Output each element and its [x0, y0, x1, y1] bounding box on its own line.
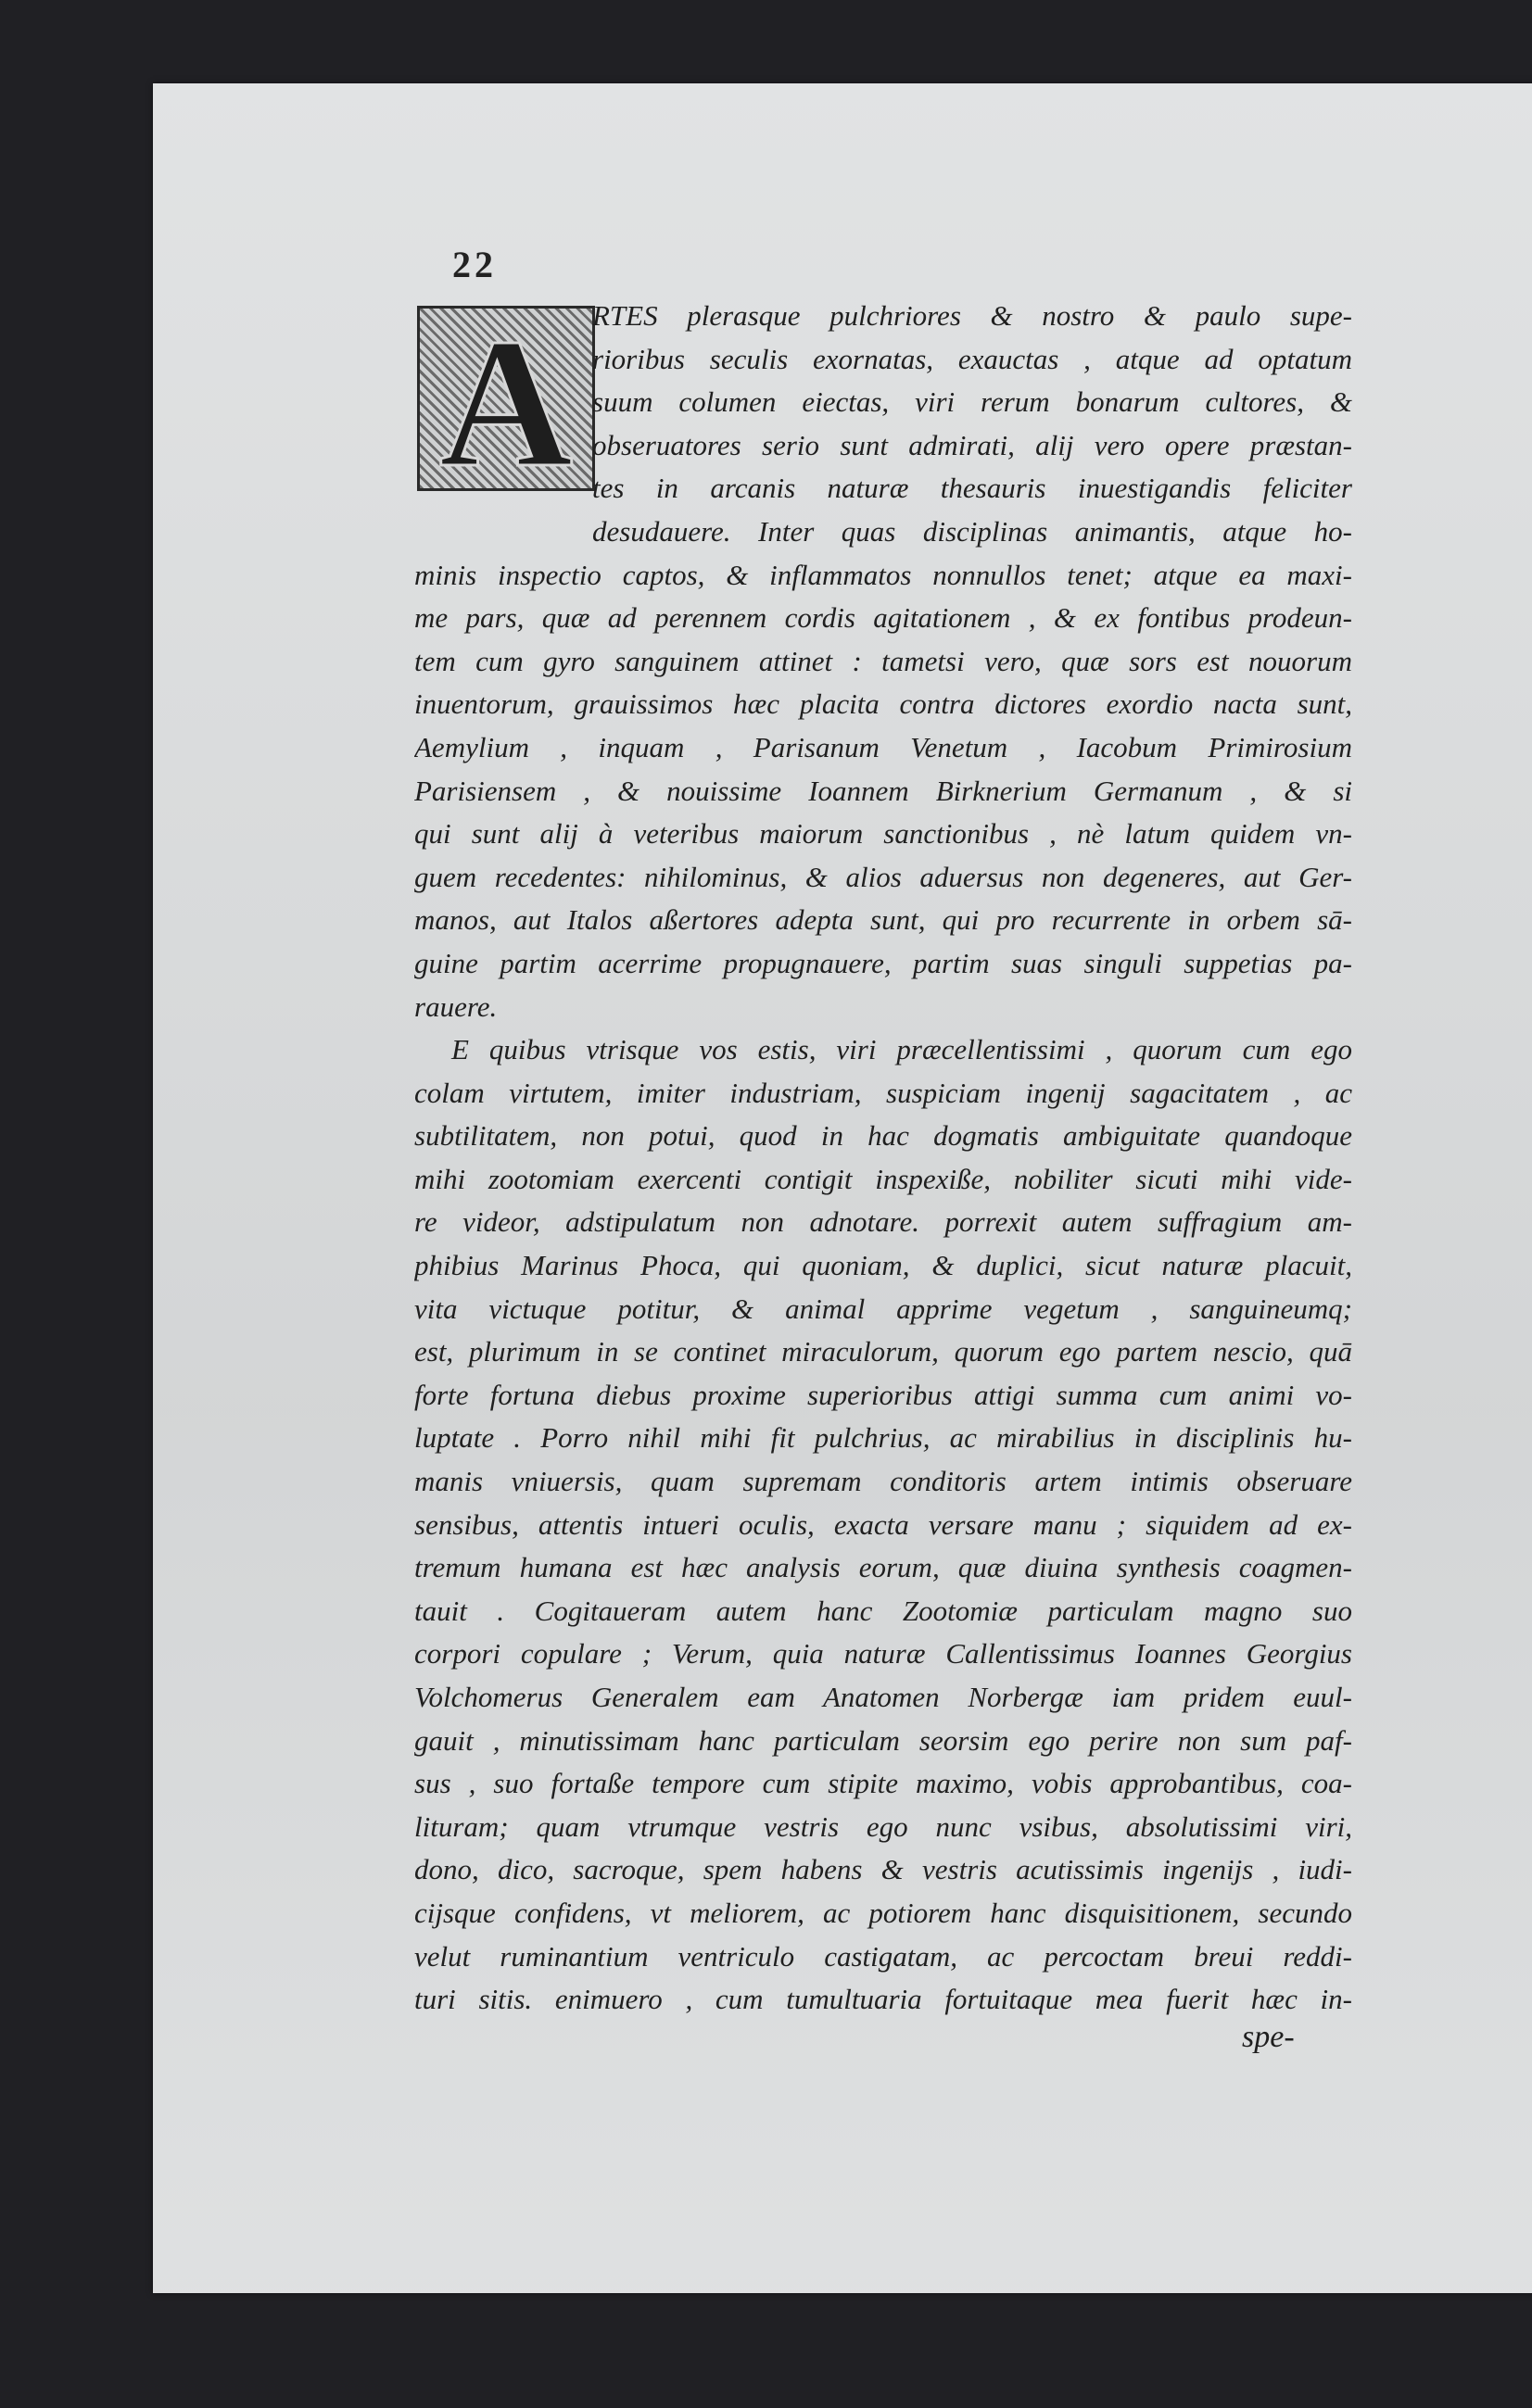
text-line: forte fortuna diebus proxime superioribus attigi summa cum animi vo- — [414, 1378, 1352, 1411]
text-line: manos, aut Italos aßertores adepta sunt, qui pro recurrente in orbem sā- — [414, 903, 1352, 937]
text-line: E quibus vtrisque vos estis, viri præcellentissimi , quorum cum ego — [451, 1033, 1352, 1066]
text-line: tauit . Cogitaueram autem hanc Zootomiæ particulam magno suo — [414, 1594, 1352, 1627]
text-line: colam virtutem, imiter industriam, suspiciam ingenij sagacitatem , ac — [414, 1076, 1352, 1109]
text-line: subtilitatem, non potui, quod in hac dogmatis ambiguitate quandoque — [414, 1119, 1352, 1153]
text-line: guem recedentes: nihilominus, & alios aduersus non degeneres, aut Ger- — [414, 860, 1352, 893]
text-line: inuentorum, grauissimos hæc placita contra dictores exordio nacta sunt, — [414, 687, 1352, 721]
page-number: 22 — [452, 244, 497, 285]
text-line: dono, dico, sacroque, spem habens & vestris acutissimis ingenijs , iudi- — [414, 1853, 1352, 1886]
text-line: Aemylium , inquam , Parisanum Venetum , Iacobum Primirosium — [414, 730, 1352, 763]
text-line: qui sunt alij à veteribus maiorum sanctionibus , nè latum quidem vn- — [414, 817, 1352, 851]
catchword: spe- — [1242, 2020, 1295, 2054]
text-line: est, plurimum in se continet miraculorum, quorum ego partem nescio, quā — [414, 1335, 1352, 1368]
text-line: minis inspectio captos, & inflammatos nonnullos tenet; atque ea maxi- — [414, 558, 1352, 591]
text-line: Parisiensem , & nouissime Ioannem Birknerium Germanum , & si — [414, 774, 1352, 807]
text-line: guine partim acerrime propugnauere, partim suas singuli suppetias pa- — [414, 946, 1352, 979]
text-line: RTES plerasque pulchriores & nostro & paulo supe- — [592, 299, 1352, 332]
text-line: tremum humana est hæc analysis eorum, quæ diuina synthesis coagmen- — [414, 1551, 1352, 1584]
drop-cap-letter: A — [438, 301, 574, 506]
text-line: cijsque confidens, vt meliorem, ac potiorem hanc disquisitionem, secundo — [414, 1896, 1352, 1929]
text-line: suum columen eiectas, viri rerum bonarum cultores, & — [592, 385, 1352, 419]
text-line: lituram; quam vtrumque vestris ego nunc vsibus, absolutissimi viri, — [414, 1809, 1352, 1843]
text-line: sus , suo fortaße tempore cum stipite maximo, vobis approbantibus, coa- — [414, 1767, 1352, 1800]
text-line: mihi zootomiam exercenti contigit inspexiße, nobiliter sicuti mihi vide- — [414, 1162, 1352, 1195]
text-line: vita victuque potitur, & animal apprime vegetum , sanguineumq; — [414, 1292, 1352, 1325]
text-line: phibius Marinus Phoca, qui quoniam, & duplici, sicut naturæ placuit, — [414, 1249, 1352, 1282]
text-line: turi sitis. enimuero , cum tumultuaria fortuitaque mea fuerit hæc in- — [414, 1983, 1352, 2016]
text-line: sensibus, attentis intueri oculis, exacta versare manu ; siquidem ad ex- — [414, 1507, 1352, 1541]
text-line: luptate . Porro nihil mihi fit pulchrius, ac mirabilius in disciplinis hu- — [414, 1421, 1352, 1455]
body-text — [414, 295, 1352, 2022]
text-line: manis vniuersis, quam supremam conditoris artem intimis obseruare — [414, 1465, 1352, 1498]
text-line: re videor, adstipulatum non adnotare. porrexit autem suffragium am- — [414, 1205, 1352, 1239]
text-line: velut ruminantium ventriculo castigatam, ac percoctam breui reddi- — [414, 1939, 1352, 1973]
text-line: Volchomerus Generalem eam Anatomen Norbergæ iam pridem euul- — [414, 1681, 1352, 1713]
text-line: rioribus seculis exornatas, exauctas , atque ad optatum — [592, 342, 1352, 375]
text-line: tes in arcanis naturæ thesauris inuestigandis feliciter — [592, 472, 1352, 505]
text-line: obseruatores serio sunt admirati, alij vero opere præstan- — [592, 428, 1352, 461]
text-line: gauit , minutissimam hanc particulam seorsim ego perire non sum paf- — [414, 1723, 1352, 1757]
text-line: tem cum gyro sanguinem attinet : tametsi vero, quæ sors est nouorum — [414, 644, 1352, 677]
text-line: desudauere. Inter quas disciplinas animantis, atque ho- — [592, 514, 1352, 548]
text-line: rauere. — [414, 990, 498, 1023]
text-line: corpori copulare ; Verum, quia naturæ Callentissimus Ioannes Georgius — [414, 1637, 1352, 1670]
text-line: me pars, quæ ad perennem cordis agitationem , & ex fontibus prodeun- — [414, 601, 1352, 635]
